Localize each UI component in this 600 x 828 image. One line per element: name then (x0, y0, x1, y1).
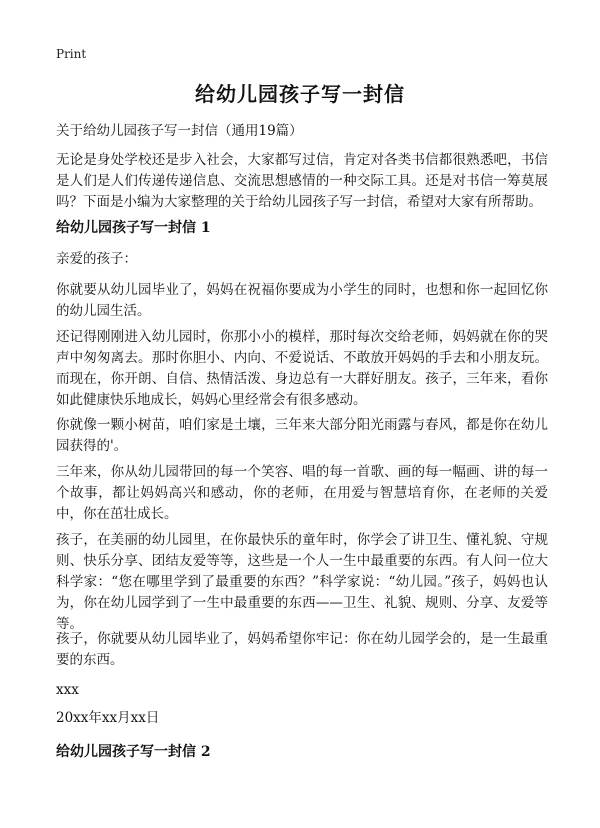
letter-date: 20xx年xx月xx日 (56, 710, 160, 726)
letter-paragraph: 孩子，在美丽的幼儿园里，在你最快乐的童年时，你学会了讲卫生、懂礼貌、守规则、快乐分享、团结友爱等等，这些是一个人一生中最重要的东西。有人问一位大科学家：“您在哪里学到了最重要的东西？”科学家说：“幼儿园。”孩子，妈妈也认为，你在幼儿园学到了一生中最重要的东西——卫生、礼貌、规则、分享、友爱等等。 (56, 532, 548, 632)
letter-paragraph: 还记得刚刚进入幼儿园时，你那小小的模样，那时每次交给老师，妈妈就在你的哭声中匆匆离去。那时你胆小、内向、不爱说话、不敢放开妈妈的手去和小朋友玩。而现在，你开朗、自信、热情活泼、身边总有一大群好朋友。孩子，三年来，看你如此健康快乐地成长，妈妈心里经常会有很多感动。 (56, 329, 548, 408)
letter-paragraph: 你就像一颗小树苗，咱们家是土壤，三年来大部分阳光雨露与春风，都是你在幼儿园获得的'。 (56, 417, 548, 454)
letter-signature: xxx (56, 682, 79, 698)
letter-paragraph: 你就要从幼儿园毕业了，妈妈在祝福你要成为小学生的同时，也想和你一起回忆你的幼儿园生活。 (56, 282, 548, 319)
intro-paragraph: 无论是身处学校还是步入社会，大家都写过信，肯定对各类书信都很熟悉吧，书信是人们是人们传递传递信息、交流思想感情的一种交际工具。还是对书信一筹莫展吗？下面是小编为大家整理的关于给幼儿园孩子写一封信，希望对大家有所帮助。 (56, 152, 548, 210)
section-heading-2: 给幼儿园孩子写一封信 2 (56, 744, 211, 760)
letter-paragraph: 孩子，你就要从幼儿园毕业了，妈妈希望你牢记：你在幼儿园学会的，是一生最重要的东西。 (56, 631, 548, 668)
section-heading-1: 给幼儿园孩子写一封信 1 (56, 220, 211, 236)
print-link[interactable]: Print (56, 47, 87, 61)
letter-greeting: 亲爱的孩子： (56, 251, 137, 267)
document-subtitle: 关于给幼儿园孩子写一封信（通用19篇） (56, 123, 303, 139)
letter-paragraph: 三年来，你从幼儿园带回的每一个笑容、唱的每一首歌、画的每一幅画、讲的每一个故事，都让妈妈高兴和感动，你的老师，在用爱与智慧培育你，在老师的关爱中，你在茁壮成长。 (56, 464, 548, 522)
page-title: 给幼儿园孩子写一封信 (195, 82, 405, 106)
